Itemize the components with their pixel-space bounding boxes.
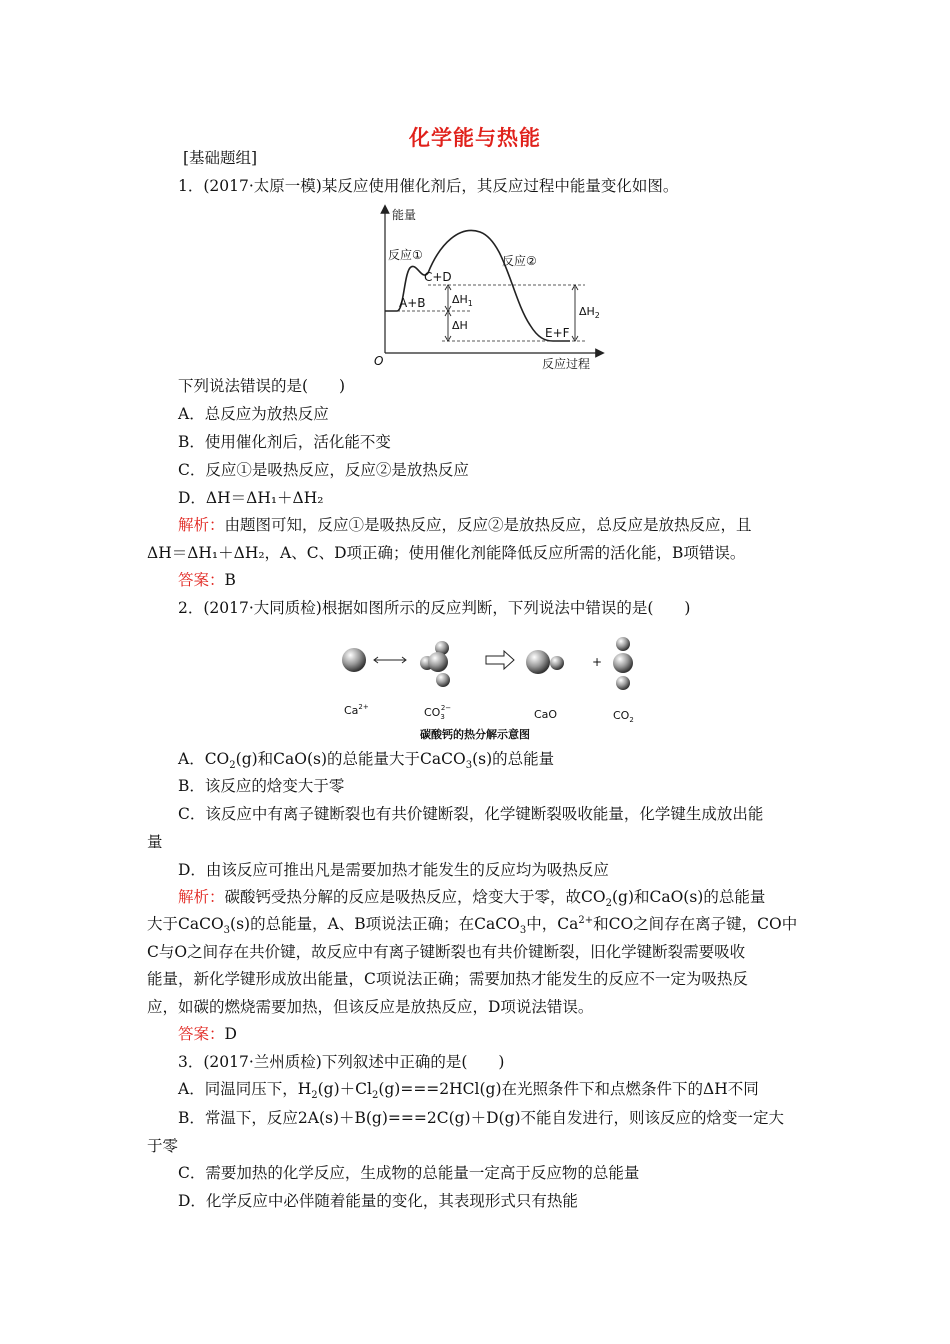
q1-explanation-line1: 解析：由题图可知，反应①是吸热反应，反应②是放热反应，总反应是放热反应，且 (178, 516, 752, 534)
origin-label: O (374, 354, 384, 368)
q3-stem: 3．(2017·兰州质检)下列叙述中正确的是( ) (178, 1053, 505, 1071)
dh1-label: $\Delta H_1$ (452, 293, 473, 308)
co3-carbon (428, 652, 448, 672)
dh-label: ΔH (452, 319, 468, 332)
q2-explanation-line5: 应，如碳的燃烧需要加热，但该反应是放热反应，D项说法错误。 (147, 998, 594, 1016)
q1-explanation-line2: ΔH＝ΔH₁＋ΔH₂，A、C、D项正确；使用催化剂能降低反应所需的活化能，B项错误。 (147, 544, 746, 562)
co3-oxygen-3 (436, 673, 450, 687)
q2-option-d: D．由该反应可推出凡是需要加热才能发生的反应均为吸热反应 (178, 861, 609, 879)
q1-prompt: 下列说法错误的是( ) (178, 377, 346, 395)
co2-carbon (613, 653, 633, 673)
q2-option-b: B．该反应的焓变大于零 (178, 777, 345, 795)
q2-explanation-line3: C与O之间存在共价键，故反应中有离子键断裂也有共价键断裂，旧化学键断裂需要吸收 (147, 943, 746, 961)
q1-option-c: C．反应①是吸热反应，反应②是放热反应 (178, 461, 469, 479)
q2-explanation-line1: 解析：碳酸钙受热分解的反应是吸热反应，焓变大于零，故$CO_2(g)$和CaO(s)的总能量 (178, 888, 766, 910)
co3-label: $CO_32-$ (424, 704, 452, 721)
ca-ion-sphere (342, 648, 366, 672)
page-title: 化学能与热能 (409, 125, 541, 150)
y-axis-label: 能量 (392, 208, 417, 222)
q2-decomposition-diagram (330, 632, 650, 744)
reaction2-label: 反应② (502, 254, 537, 268)
cao-label: CaO (534, 708, 558, 721)
cao-calcium (526, 650, 550, 674)
q2-stem: 2．(2017·大同质检)根据如图所示的反应判断，下列说法中错误的是( ) (178, 599, 691, 617)
q2-explanation-line4: 能量，新化学键形成放出能量，C项说法正确；需要加热才能发生的反应不一定为吸热反 (147, 970, 748, 988)
q1-energy-diagram (370, 203, 610, 373)
dh2-label: $\Delta H_2$ (579, 305, 600, 320)
q1-option-a: A．总反应为放热反应 (178, 405, 329, 423)
section-label: [基础题组] (183, 149, 258, 167)
q2-option-c-line1: C．该反应中有离子键断裂也有共价键断裂，化学键断裂吸收能量，化学键生成放出能 (178, 805, 764, 823)
cd-label: C+D (424, 270, 452, 284)
q1-stem: 1．(2017·太原一模)某反应使用催化剂后，其反应过程中能量变化如图。 (178, 177, 679, 195)
ab-label: A+B (399, 296, 426, 310)
q2-option-a: A．$CO_2(g)$和CaO(s)的总能量大于CaCO$_3$(s)的总能量 (178, 750, 555, 772)
q2-explanation-line2: 大于CaCO$_3$(s)的总能量，A、B项说法正确；在CaCO$_3$中，$Ca^{2+}$和CO之间存在离子键，CO中 (147, 914, 798, 937)
reaction1-label: 反应① (388, 248, 423, 262)
q2-option-c-line2: 量 (147, 833, 163, 851)
plus-sign: + (592, 655, 603, 669)
q3-option-c: C．需要加热的化学反应，生成物的总能量一定高于反应物的总能量 (178, 1164, 640, 1182)
q2-answer-label: 答案： (178, 1025, 225, 1043)
hollow-arrow (486, 651, 514, 669)
co2-label: $CO_2$ (613, 709, 634, 724)
q1-explanation-label: 解析： (178, 516, 225, 534)
figure-caption: 碳酸钙的热分解示意图 (420, 728, 530, 741)
ef-label: E+F (545, 326, 570, 340)
q1-option-d: D．ΔH＝ΔH₁＋ΔH₂ (178, 489, 324, 507)
q3-option-b-line2: 于零 (147, 1137, 179, 1155)
x-axis-label: 反应过程 (542, 357, 591, 371)
q1-answer: 答案：B (178, 571, 236, 589)
co2-oxygen-bottom (616, 676, 630, 690)
q3-option-a: A．同温同压下，$H_2(g)+Cl_2(g)===2HCl(g)$在光照条件下和点燃条件下的ΔH不同 (178, 1080, 759, 1102)
q2-explanation-label: 解析： (178, 888, 225, 906)
cao-oxygen (550, 656, 564, 670)
q1-option-b: B．使用催化剂后，活化能不变 (178, 433, 391, 451)
co2-oxygen-top (616, 637, 630, 651)
q3-option-d: D．化学反应中必伴随着能量的变化，其表现形式只有热能 (178, 1192, 578, 1210)
q2-answer: 答案：D (178, 1025, 237, 1043)
q1-answer-label: 答案： (178, 571, 225, 589)
q3-option-b-line1: B．常温下，反应2A(s)＋B(g)===2C(g)＋D(g)不能自发进行，则该反应的焓变一定大 (178, 1109, 785, 1127)
ca-label: $Ca^{2+}$ (344, 703, 369, 717)
